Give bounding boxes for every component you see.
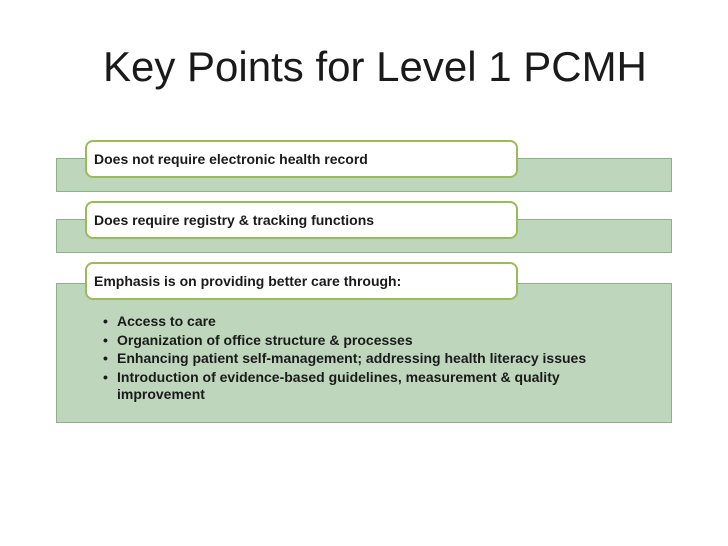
bullet-item-3: • Enhancing patient self-management; addressing health literacy issues	[103, 350, 643, 368]
bullet-item-4: • Introduction of evidence-based guidelines, measurement & quality improvement	[103, 369, 643, 404]
label-box-2: Does require registry & tracking functions	[85, 201, 518, 239]
bullet-list	[103, 313, 643, 405]
bullet-item-1: • Access to care	[103, 313, 643, 331]
label-box-3: Emphasis is on providing better care through:	[85, 262, 518, 300]
label-box-1: Does not require electronic health record	[85, 140, 518, 178]
slide-title: Key Points for Level 1 PCMH	[103, 43, 647, 90]
bullet-item-2: • Organization of office structure & processes	[103, 332, 643, 350]
